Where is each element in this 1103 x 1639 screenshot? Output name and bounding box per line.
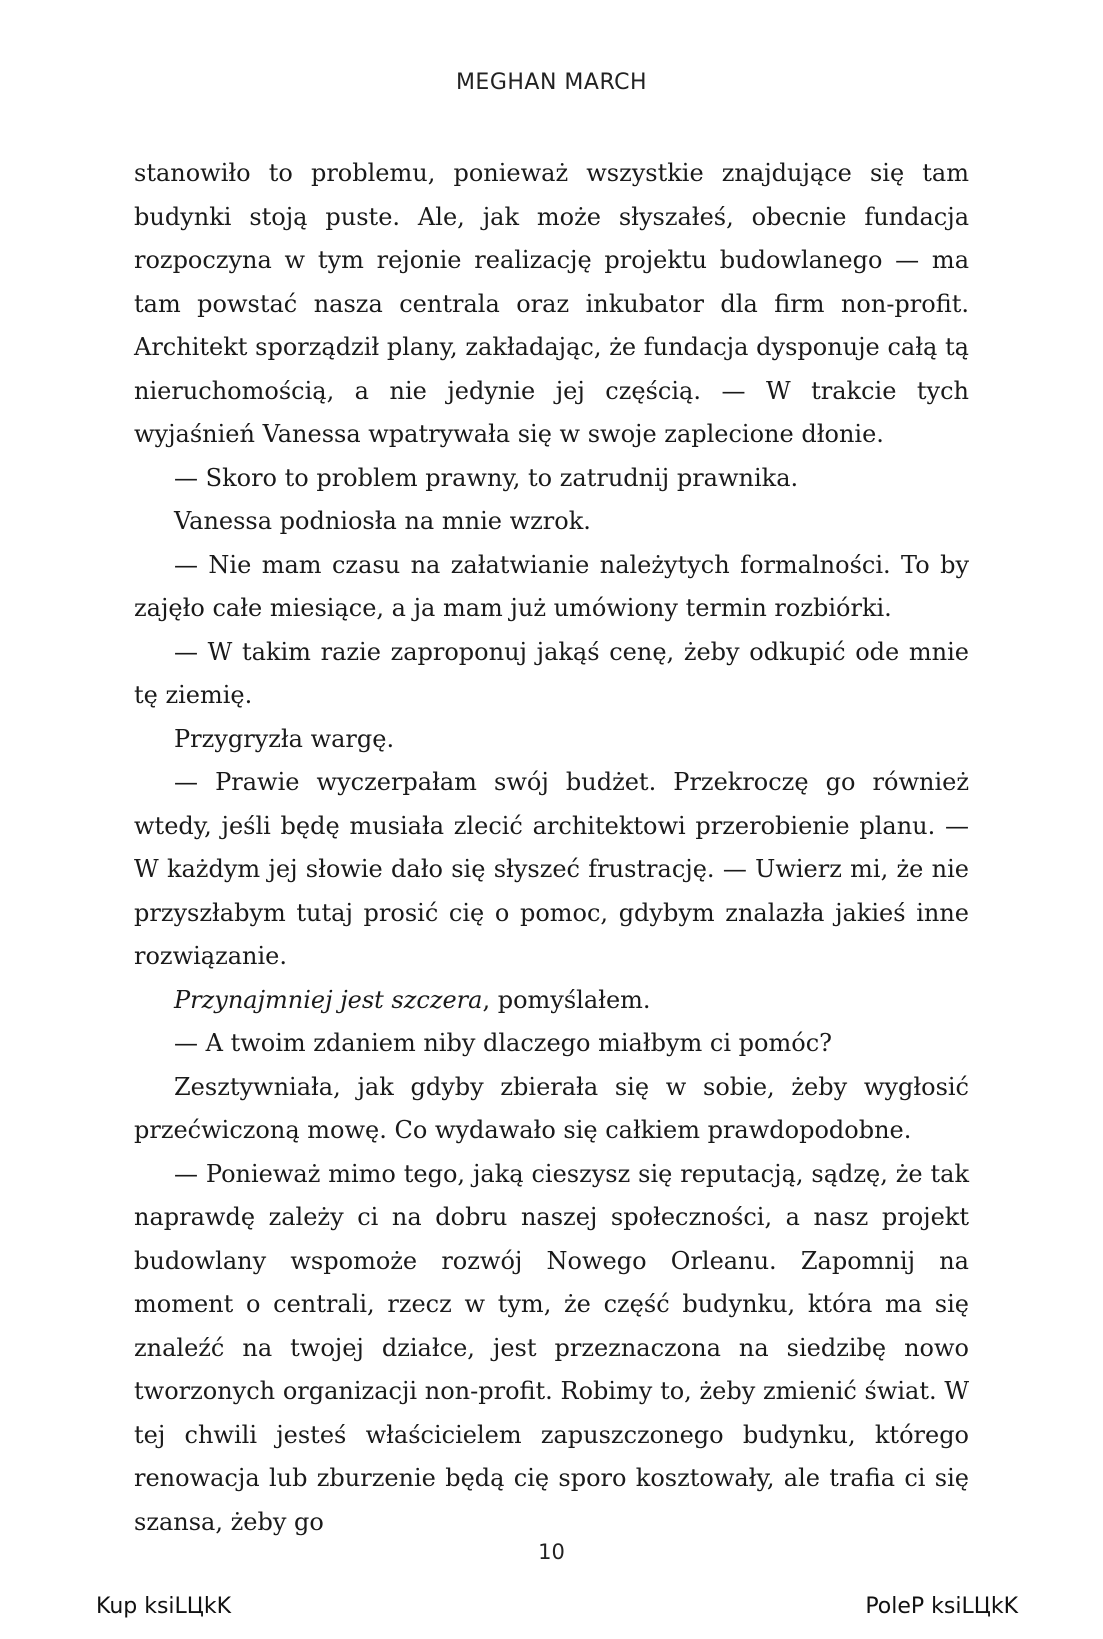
- page-number: 10: [538, 1540, 565, 1564]
- thought-rest: , pomyślałem.: [482, 985, 651, 1014]
- running-header: MEGHAN MARCH: [455, 70, 648, 95]
- paragraph-narration: Przygryzła wargę.: [174, 724, 395, 753]
- paragraph-thought: [134, 979, 969, 1023]
- recommend-book-link[interactable]: PoleP ksiLЦkK: [865, 1594, 1018, 1619]
- paragraph-narration: Vanessa podniosła na mnie wzrok.: [174, 507, 591, 535]
- paragraph-narration: Zesztywniała, jak gdyby zbierała się w sobie, żeby wygłosić przećwiczoną mowę. Co wydawało się całkiem prawdopodobne.: [134, 1072, 969, 1144]
- paragraph-dialogue: — Nie mam czasu na załatwianie należytych formalności. To by zajęło całe miesiące, a ja mam już umówiony termin rozbiórki.: [134, 550, 969, 622]
- buy-book-link[interactable]: Kup ksiLЦkK: [96, 1594, 232, 1619]
- paragraph-dialogue: — W takim razie zaproponuj jakąś cenę, żeby odkupić ode mnie tę ziemię.: [134, 637, 969, 709]
- thought-italic: Przynajmniej jest szczera: [174, 985, 483, 1014]
- page-body: [134, 152, 969, 1544]
- paragraph-continuation: stanowiło to problemu, ponieważ wszystkie znajdujące się tam budynki stoją puste. Ale, jak może słyszałeś, obecnie fundacja rozpoczyna w tym rejonie realizację projektu budowlanego — ma tam powstać nasza centrala oraz inkubator dla firm non-profit. Architekt sporządził plany, zakładając, że fundacja dysponuje całą tą nieruchomością, a nie jedynie jej częścią. — W trakcie tych wyjaśnień Vanessa wpatrywała się w swoje zaplecione dłonie.: [134, 159, 969, 448]
- paragraph-dialogue: — Ponieważ mimo tego, jaką cieszysz się reputacją, sądzę, że tak naprawdę zależy ci na dobru naszej społeczności, a nasz projekt budowlany wspomoże rozwój Nowego Orleanu. Zapomnij na moment o centrali, rzecz w tym, że część budynku, która ma się znaleźć na twojej działce, jest przeznaczona na siedzibę nowo tworzonych organizacji non-profit. Robimy to, żeby zmienić świat. W tej chwili jesteś właścicielem zapuszczonego budynku, którego renowacja lub zburzenie będą cię sporo kosztowały, ale trafia ci się szansa, żeby go: [134, 1159, 969, 1536]
- paragraph-dialogue: — Prawie wyczerpałam swój budżet. Przekroczę go również wtedy, jeśli będę musiała zlecić architektowi przerobienie planu. — W każdym jej słowie dało się słyszeć frustrację. — Uwierz mi, że nie przyszłabym tutaj prosić cię o pomoc, gdybym znalazła jakieś inne rozwiązanie.: [134, 768, 969, 970]
- paragraph-dialogue: — A twoim zdaniem niby dlaczego miałbym ci pomóc?: [174, 1029, 832, 1057]
- paragraph-dialogue: — Skoro to problem prawny, to zatrudnij prawnika.: [174, 463, 799, 492]
